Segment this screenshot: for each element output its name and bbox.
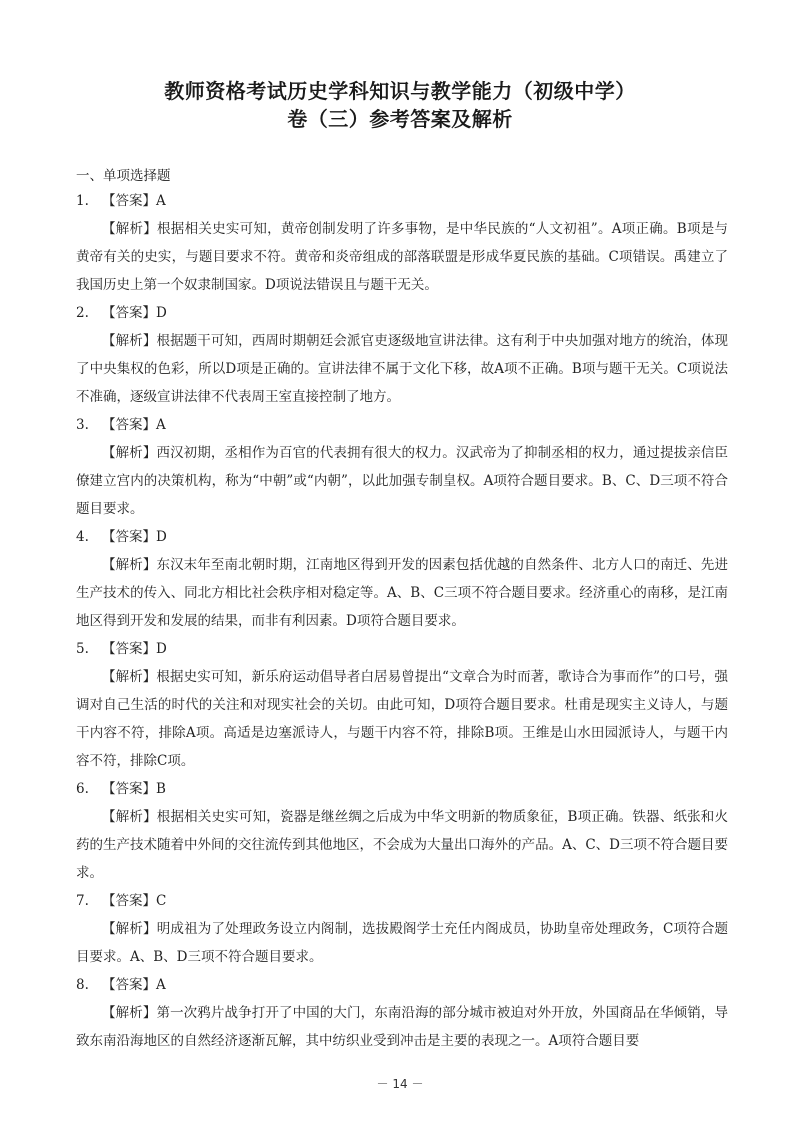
item-number: 1. — [76, 193, 89, 209]
item-number: 7. — [76, 893, 89, 909]
analysis-text: 根据史实可知，新乐府运动倡导者白居易曾提出“文章合为时而著，歌诗合为事而作”的口号，强调对自己生活的时代的关注和对现实社会的关切。由此可知，D项符合题目要求。杜甫是现实主义诗人，与题干内容不符，排除A项。高适是边塞派诗人，与题干内容不符，排除B项。王维是山水田园派诗人，与题干内容不符，排除C项。 — [76, 669, 729, 769]
analysis-paragraph — [76, 803, 728, 887]
answer-item-1 — [76, 187, 728, 299]
analysis-tag: 【解析】 — [102, 809, 157, 825]
analysis-paragraph — [76, 551, 728, 635]
analysis-text: 东汉末年至南北朝时期，江南地区得到开发的因素包括优越的自然条件、北方人口的南迁、先进生产技术的传入、同北方相比社会秩序相对稳定等。A、B、C三项不符合题目要求。经济重心的南移，是江南地区得到开发和发展的结果，而非有利因素。D项符合题目要求。 — [76, 557, 729, 629]
item-number: 5. — [76, 641, 89, 657]
analysis-text: 根据相关史实可知，黄帝创制发明了许多事物，是中华民族的“人文初祖”。A项正确。B项是与黄帝有关的史实，与题目要求不符。黄帝和炎帝组成的部落联盟是形成华夏民族的基础。C项错误。禹建立了我国历史上第一个奴隶制国家。D项说法错误且与题干无关。 — [76, 221, 728, 293]
page-number: － 14 － — [376, 1077, 424, 1091]
answer-label: 【答案】A — [102, 977, 166, 993]
section-heading: 一、单项选择题 — [76, 168, 171, 184]
item-number: 6. — [76, 781, 89, 797]
analysis-tag: 【解析】 — [102, 221, 158, 237]
analysis-tag: 【解析】 — [102, 921, 157, 937]
answer-item-8 — [76, 971, 728, 1055]
answer-item-7 — [76, 887, 728, 971]
analysis-text: 明成祖为了处理政务设立内阁制，选拔殿阁学士充任内阁成员，协助皇帝处理政务，C项符合题目要求。A、B、D三项不符合题目要求。 — [76, 921, 729, 965]
answer-label: 【答案】C — [102, 893, 167, 909]
analysis-paragraph — [76, 663, 728, 775]
answer-label: 【答案】A — [102, 193, 166, 209]
analysis-tag: 【解析】 — [102, 1005, 157, 1021]
analysis-tag: 【解析】 — [102, 669, 157, 685]
document-title-line2: 卷（三）参考答案及解析 — [287, 107, 513, 131]
analysis-tag: 【解析】 — [102, 445, 157, 461]
answer-item-2 — [76, 299, 728, 411]
item-number: 3. — [76, 417, 89, 433]
item-number: 2. — [76, 305, 89, 321]
answer-item-5 — [76, 635, 728, 775]
document-title-line1: 教师资格考试历史学科知识与教学能力（初级中学） — [164, 79, 636, 103]
analysis-tag: 【解析】 — [102, 557, 157, 573]
answer-label: 【答案】D — [102, 529, 167, 545]
analysis-paragraph — [76, 439, 728, 523]
analysis-paragraph — [76, 915, 728, 971]
analysis-paragraph — [76, 327, 728, 411]
answer-item-4 — [76, 523, 728, 635]
answer-label: 【答案】A — [102, 417, 166, 433]
analysis-text: 根据相关史实可知，瓷器是继丝绸之后成为中华文明新的物质象征，B项正确。铁器、纸张和火药的生产技术随着中外间的交往流传到其他地区，不会成为大量出口海外的产品。A、C、D三项不符合题目要求。 — [76, 809, 729, 881]
answer-label: 【答案】B — [102, 781, 166, 797]
item-number: 8. — [76, 977, 89, 993]
analysis-paragraph — [76, 215, 728, 299]
answer-item-3 — [76, 411, 728, 523]
item-number: 4. — [76, 529, 89, 545]
answer-label: 【答案】D — [102, 305, 167, 321]
answer-item-6 — [76, 775, 728, 887]
analysis-paragraph — [76, 999, 728, 1055]
analysis-text: 第一次鸦片战争打开了中国的大门，东南沿海的部分城市被迫对外开放，外国商品在华倾销，导致东南沿海地区的自然经济逐渐瓦解，其中纺织业受到冲击是主要的表现之一。A项符合题目要 — [76, 1005, 729, 1049]
answer-list — [76, 187, 728, 1055]
analysis-tag: 【解析】 — [102, 333, 157, 349]
analysis-text: 根据题干可知，西周时期朝廷会派官吏逐级地宣讲法律。这有利于中央加强对地方的统治，体现了中央集权的色彩，所以D项是正确的。宣讲法律不属于文化下移，故A项不正确。B项与题干无关。C项说法不准确，逐级宣讲法律不代表周王室直接控制了地方。 — [76, 333, 729, 405]
answer-label: 【答案】D — [102, 641, 167, 657]
analysis-text: 西汉初期，丞相作为百官的代表拥有很大的权力。汉武帝为了抑制丞相的权力，通过提拔亲信臣僚建立宫内的决策机构，称为“中朝”或“内朝”，以此加强专制皇权。A项符合题目要求。B、C、D三项不符合题目要求。 — [76, 445, 729, 517]
